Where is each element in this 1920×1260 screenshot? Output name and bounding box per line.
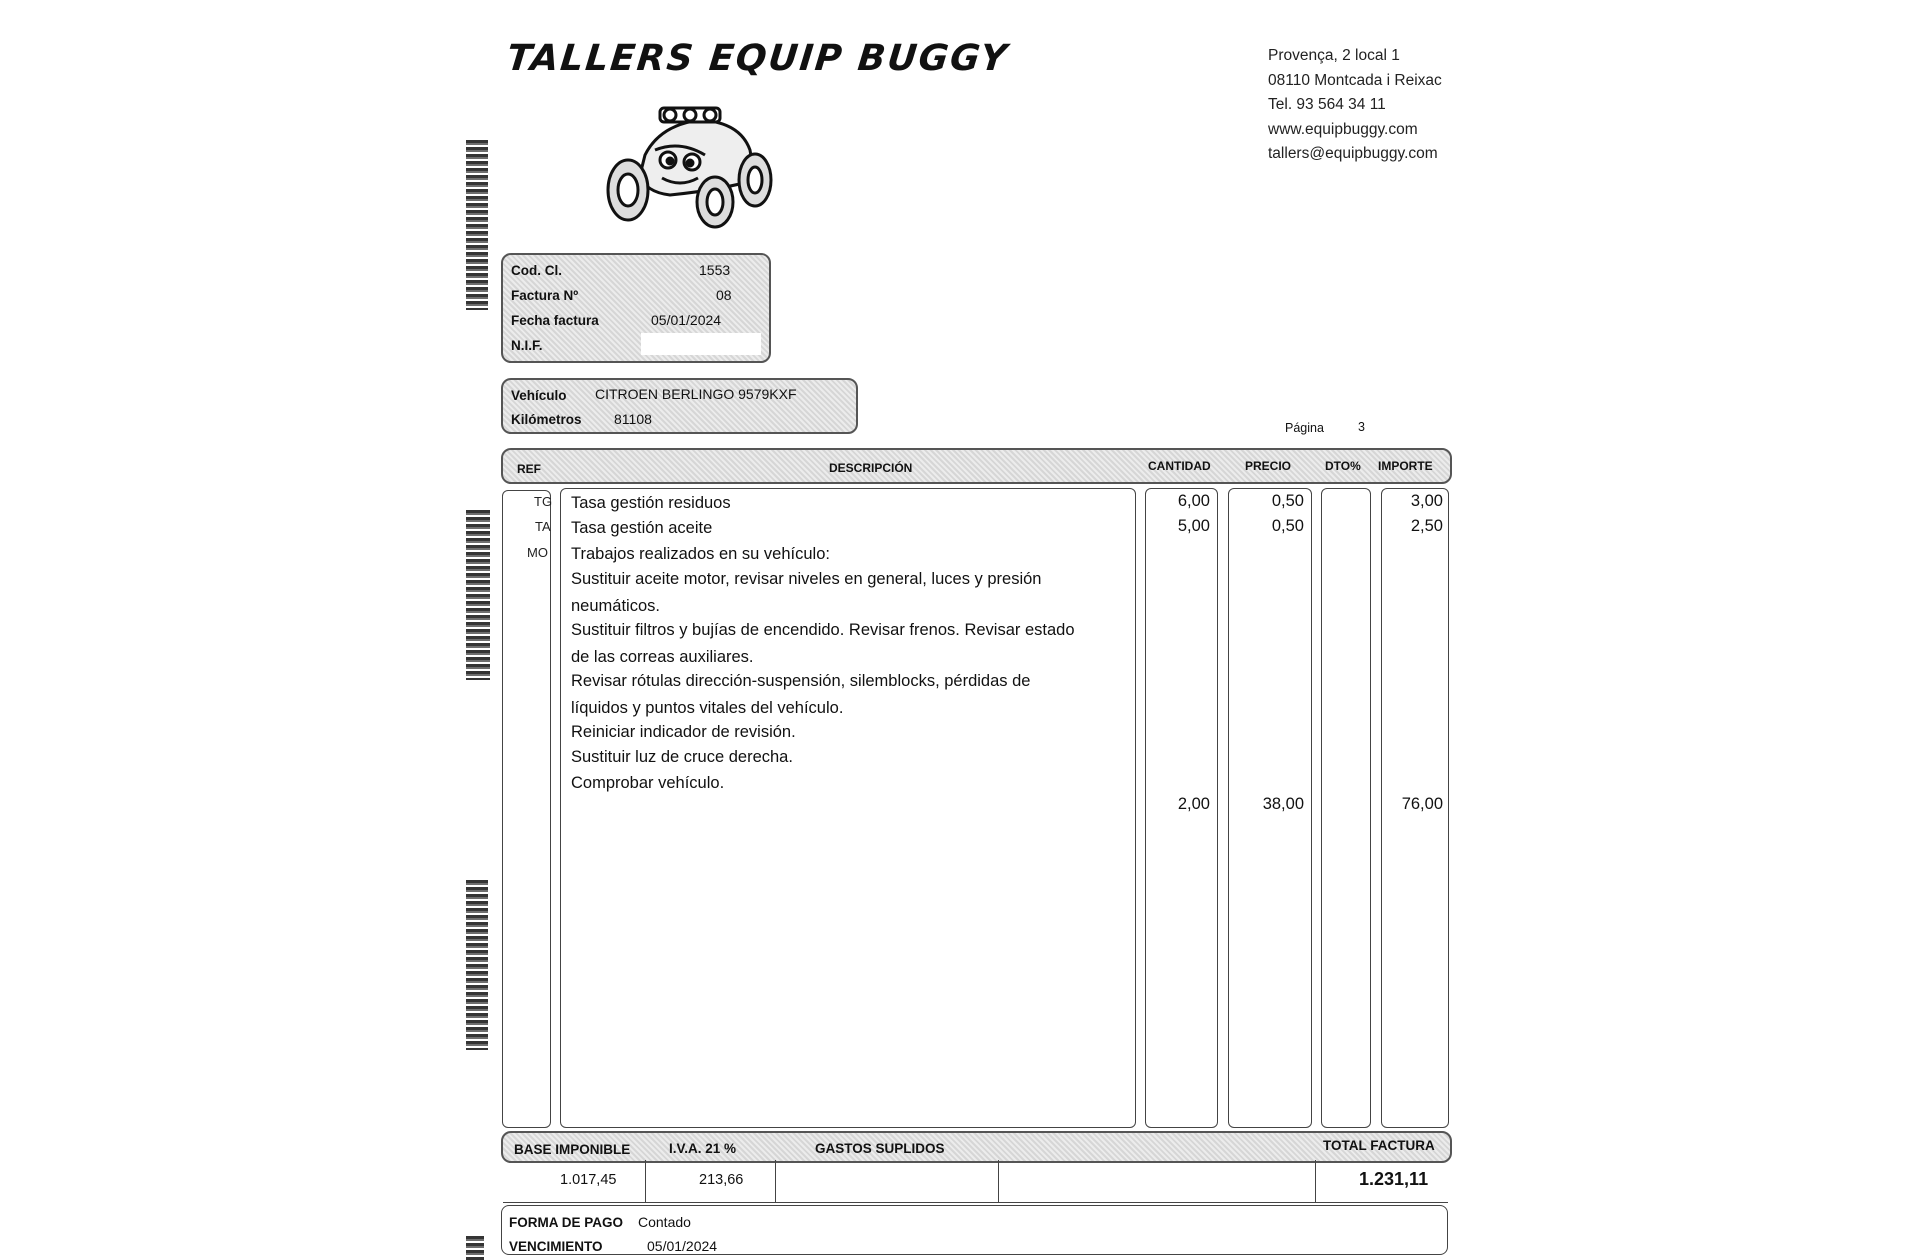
ref-cell: TA xyxy=(535,519,551,534)
cantidad-cell: 5,00 xyxy=(1177,517,1210,535)
totals-header xyxy=(501,1131,1452,1163)
scan-artifact xyxy=(466,880,488,1050)
description-line: Sustituir aceite motor, revisar niveles en general, luces y presión xyxy=(571,570,1042,588)
vehicle-box xyxy=(501,378,858,434)
header-cantidad: CANTIDAD xyxy=(1148,459,1211,473)
description-line: Trabajos realizados en su vehículo: xyxy=(571,545,830,563)
scan-artifact xyxy=(466,1236,484,1260)
header-importe: IMPORTE xyxy=(1378,459,1433,473)
forma-pago-value: Contado xyxy=(638,1214,691,1230)
importe-cell: 2,50 xyxy=(1410,517,1443,535)
totals-divider xyxy=(775,1160,776,1202)
km-value: 81108 xyxy=(614,411,652,427)
company-logo-text: TALLERS EQUIP BUGGY xyxy=(504,38,1011,79)
address-line: Tel. 93 564 34 11 xyxy=(1268,96,1386,114)
table-header xyxy=(501,448,1452,484)
cod-value: 1553 xyxy=(699,262,731,278)
description-line: Reiniciar indicador de revisión. xyxy=(571,723,796,741)
description-line: Sustituir luz de cruce derecha. xyxy=(571,748,793,766)
address-line: Provença, 2 local 1 xyxy=(1268,47,1400,64)
company-address xyxy=(1268,44,1442,167)
ref-cell: TG xyxy=(534,494,553,509)
fecha-label: Fecha factura xyxy=(511,313,599,328)
totals-divider xyxy=(645,1160,646,1202)
vehiculo-label: Vehículo xyxy=(511,388,567,403)
description-line: Comprobar vehículo. xyxy=(571,774,725,792)
description-line: Tasa gestión residuos xyxy=(571,494,731,512)
importe-cell: 76,00 xyxy=(1401,795,1443,813)
gastos-label: GASTOS SUPLIDOS xyxy=(815,1141,945,1156)
total-label: TOTAL FACTURA xyxy=(1323,1138,1435,1153)
address-line: tallers@equipbuggy.com xyxy=(1268,145,1438,163)
cantidad-cell: 2,00 xyxy=(1177,795,1210,813)
vencimiento-value: 05/01/2024 xyxy=(647,1238,718,1254)
base-label: BASE IMPONIBLE xyxy=(514,1142,631,1157)
header-ref: REF xyxy=(517,462,541,476)
scan-artifact xyxy=(466,510,490,680)
ref-column xyxy=(502,490,551,1128)
total-value: 1.231,11 xyxy=(1359,1169,1429,1189)
address-line: 08110 Montcada i Reixac xyxy=(1268,71,1442,89)
buggy-logo-icon xyxy=(600,100,780,230)
dto-column xyxy=(1321,488,1371,1128)
scan-artifact xyxy=(466,140,488,310)
description-line: líquidos y puntos vitales del vehículo. xyxy=(571,699,844,717)
km-label: Kilómetros xyxy=(511,412,582,427)
factura-value: 08 xyxy=(716,287,732,303)
cantidad-cell: 6,00 xyxy=(1177,492,1210,510)
header-dto: DTO% xyxy=(1325,459,1361,473)
totals-values-row xyxy=(503,1160,1448,1203)
fecha-value: 05/01/2024 xyxy=(651,312,722,328)
description-line: Tasa gestión aceite xyxy=(571,519,713,537)
vencimiento-label: VENCIMIENTO xyxy=(509,1239,603,1254)
iva-label: I.V.A. 21 % xyxy=(669,1141,737,1156)
factura-label: Factura Nº xyxy=(511,288,579,303)
nif-label: N.I.F. xyxy=(511,338,543,353)
totals-divider xyxy=(998,1160,999,1202)
nif-redacted xyxy=(641,333,761,355)
header-precio: PRECIO xyxy=(1245,459,1292,473)
payment-box xyxy=(501,1205,1448,1255)
description-line: neumáticos. xyxy=(571,597,660,615)
description-line: Revisar rótulas dirección-suspensión, silemblocks, pérdidas de xyxy=(571,672,1031,690)
description-line: Sustituir filtros y bujías de encendido. Revisar frenos. Revisar estado xyxy=(571,621,1075,639)
vehiculo-value: CITROEN BERLINGO 9579KXF xyxy=(595,386,797,402)
base-value: 1.017,45 xyxy=(560,1172,617,1188)
client-info-box xyxy=(501,253,771,363)
cod-label: Cod. Cl. xyxy=(511,263,562,278)
importe-cell: 3,00 xyxy=(1410,492,1443,510)
description-line: de las correas auxiliares. xyxy=(571,648,754,666)
precio-cell: 0,50 xyxy=(1271,492,1304,510)
forma-pago-label: FORMA DE PAGO xyxy=(509,1215,623,1230)
address-line: www.equipbuggy.com xyxy=(1268,120,1418,138)
totals-divider xyxy=(1315,1160,1316,1202)
precio-cell: 38,00 xyxy=(1262,795,1304,813)
header-descripcion: DESCRIPCIÓN xyxy=(829,461,913,475)
precio-cell: 0,50 xyxy=(1271,517,1304,535)
page-number: 3 xyxy=(1358,420,1365,434)
page-label: Página xyxy=(1285,421,1324,435)
ref-cell: MO xyxy=(527,545,548,560)
iva-value: 213,66 xyxy=(699,1172,744,1188)
